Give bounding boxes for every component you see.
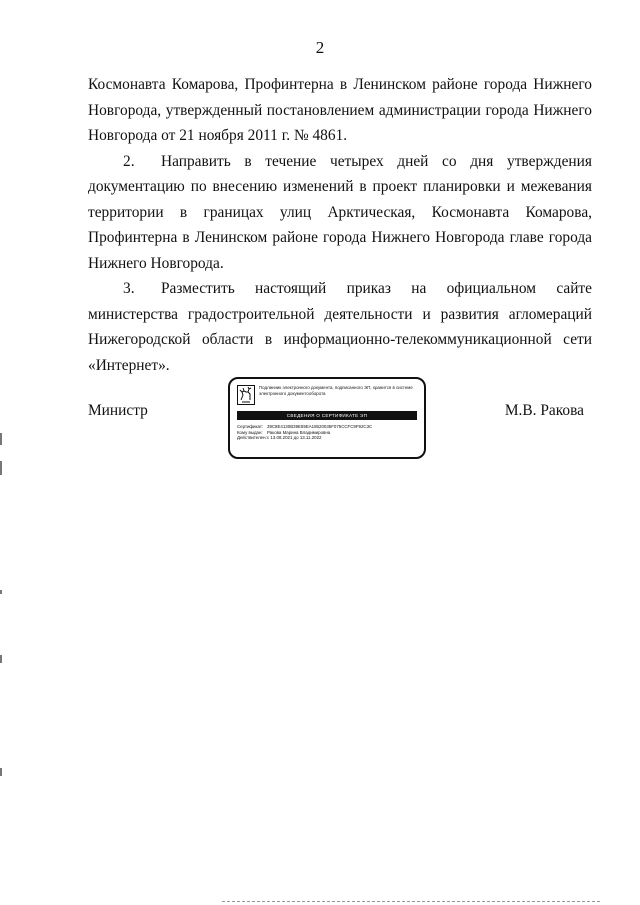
paragraph-2-text: Направить в течение четырех дней со дня утверждения документацию по внесению изменений в проект планировки и межевания территории в границах улиц Арктическая, Космонавта Комарова, Профинтерна в Ленинском районе города Нижнего Новгорода главе города Нижнего Новгорода. — [88, 152, 592, 272]
paragraph-2-number: 2. — [123, 152, 135, 170]
deer-emblem-icon — [237, 385, 255, 405]
owner-value: Ракова Марина Владимировна — [267, 429, 331, 435]
owner-label: Кому выдан: — [237, 429, 263, 435]
validity-value: с 13.08.2021 до 13.11.2022 — [267, 435, 322, 441]
scan-artifact-mark — [0, 768, 2, 776]
certificate-value: 39C8E4130B39E59EA18520035F075CCFC9F92C3C — [267, 424, 373, 429]
paragraph-2 — [88, 149, 592, 277]
scan-artifact-mark — [0, 461, 2, 475]
signer-name: М.В. Ракова — [504, 402, 584, 419]
electronic-signature-stamp — [228, 377, 426, 459]
scan-artifact-mark — [0, 433, 2, 445]
paragraph-3-text: Разместить настоящий приказ на официальном сайте министерства градостроительной деятельности и развития агломераций Нижегородской области в информационно-телекоммуникационной сети «Интернет». — [88, 280, 592, 374]
stamp-row-validity — [237, 435, 419, 441]
stamp-certificate-bar: СВЕДЕНИЯ О СЕРТИФИКАТЕ ЭП — [237, 411, 417, 420]
scan-artifact-mark — [0, 590, 2, 594]
paragraph-3-number: 3. — [123, 280, 135, 297]
stamp-header: Подлинник электронного документа, подписанного ЭП, хранится в системе электронного документооборота — [259, 385, 413, 396]
validity-label: Действителен: — [237, 435, 267, 441]
scan-bottom-edge-artifact — [222, 901, 600, 905]
paragraph-3 — [88, 276, 592, 378]
certificate-label: Сертификат: — [237, 424, 264, 429]
page-number: 2 — [315, 38, 325, 57]
paragraph-1: Космонавта Комарова, Профинтерна в Ленинском районе города Нижнего Новгорода, утвержденный постановлением администрации города Нижнего Новгорода от 21 ноября 2011 г. № 4861. — [88, 76, 592, 144]
document-body — [88, 72, 592, 378]
scan-artifact-mark — [0, 655, 2, 663]
signer-title: Министр — [88, 402, 148, 419]
stamp-details — [237, 424, 419, 441]
